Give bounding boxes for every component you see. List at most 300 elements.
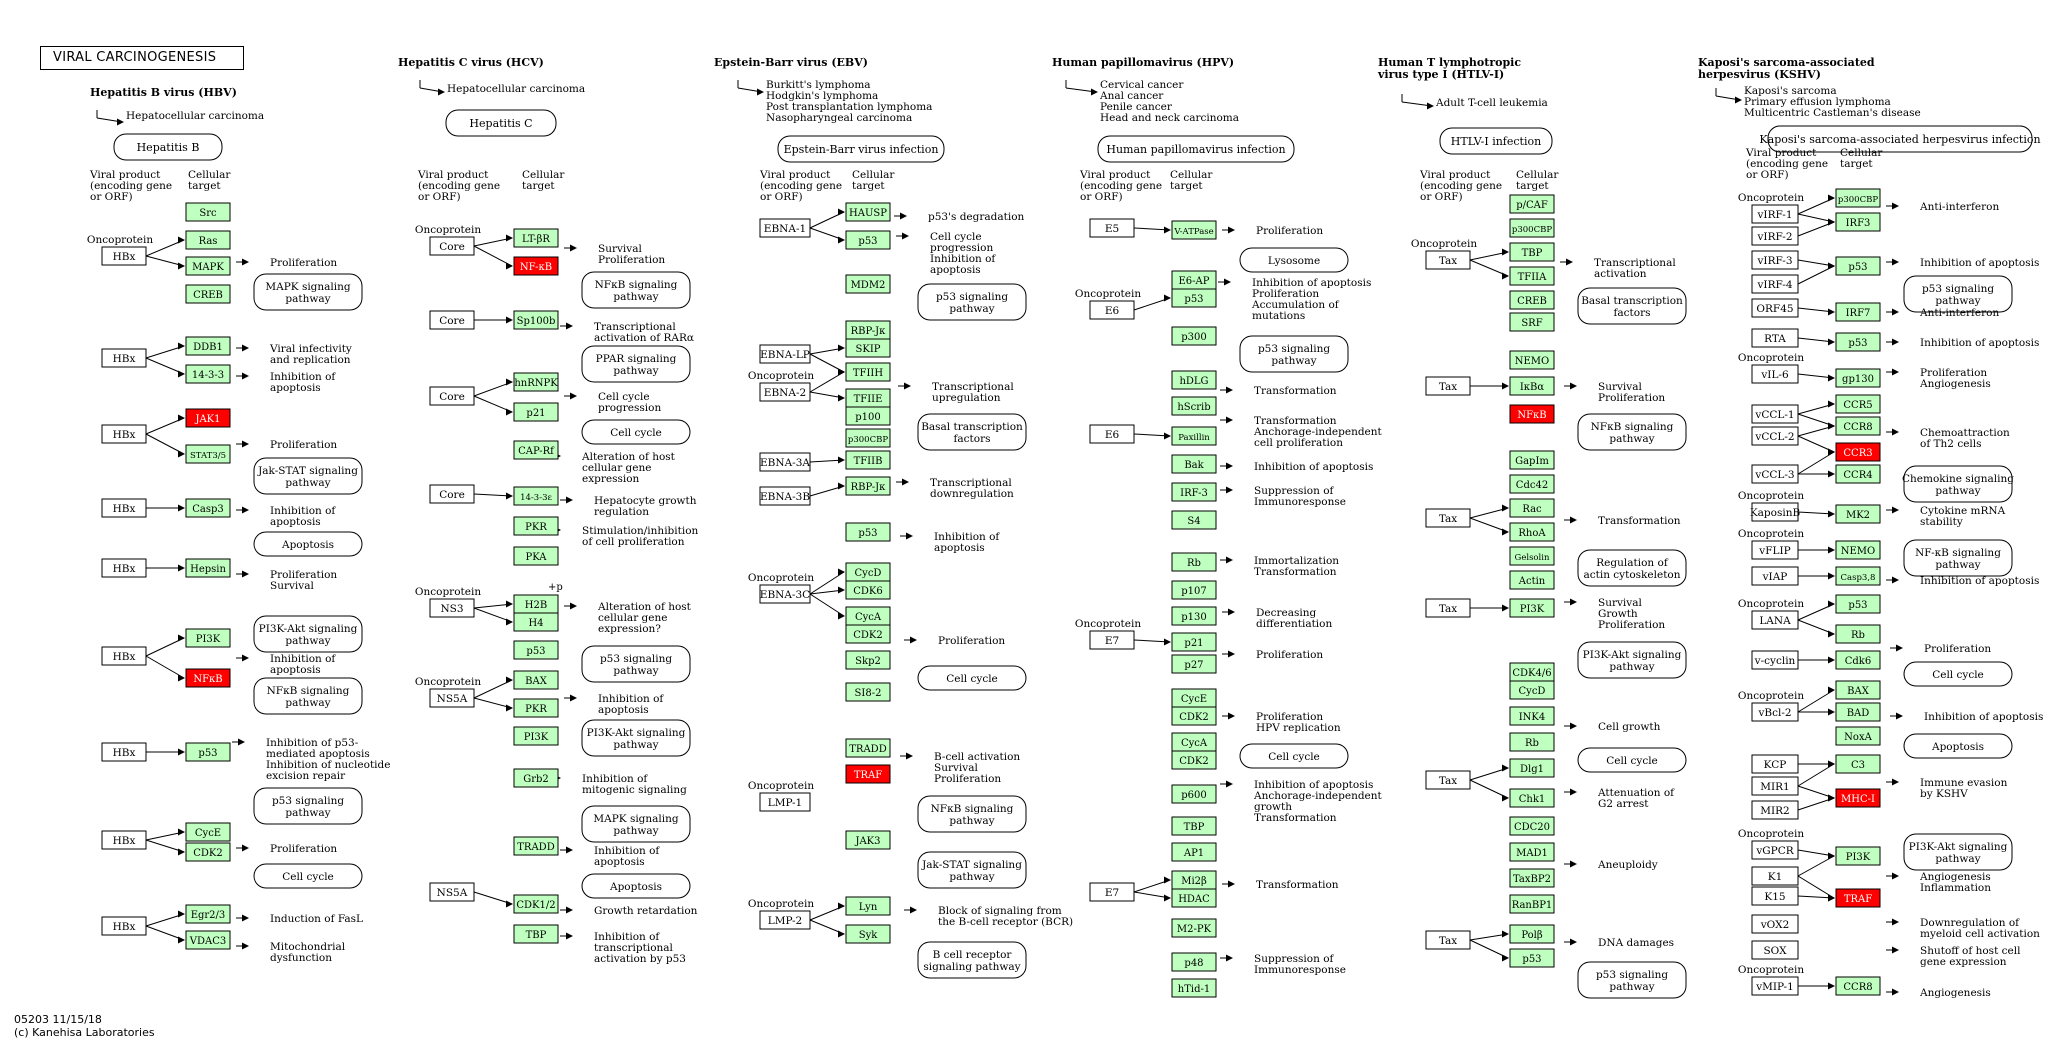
arrow-head — [1502, 249, 1509, 256]
gene-label: MDM2 — [850, 280, 886, 291]
viral-product-label: EBNA-1 — [763, 223, 807, 235]
gene-label: BAX — [1847, 686, 1869, 697]
pathway-label: Jak-STAT signaling — [258, 465, 358, 477]
column-header-viral: (encoding gene — [1080, 180, 1163, 192]
gene-label: TBP — [1521, 248, 1543, 259]
effect-text: Transformation — [1254, 415, 1337, 427]
viral-product-label: Core — [439, 391, 465, 403]
effect-text: transcriptional — [594, 942, 673, 954]
arrow-head — [1896, 713, 1903, 720]
arrow-head — [1228, 651, 1235, 658]
gene-label: Actin — [1518, 576, 1546, 587]
gene-label: Cdc42 — [1515, 480, 1549, 491]
gene-label: PI3K — [1519, 604, 1545, 615]
arrow-head — [1570, 939, 1577, 946]
viral-product-label: HBx — [112, 563, 136, 575]
arrow-head — [242, 655, 249, 662]
gene-label: p130 — [1181, 612, 1207, 623]
column-header-viral: or ORF) — [90, 191, 133, 203]
arrow-head — [906, 753, 913, 760]
arrow-head — [1828, 709, 1835, 716]
gene-label: CCR8 — [1843, 982, 1873, 993]
arrow-head — [1226, 463, 1233, 470]
effect-text: Immunoresponse — [1254, 964, 1346, 976]
gene-label: p300CBP — [1837, 195, 1879, 205]
effect-text: Inhibition of — [594, 931, 660, 943]
arrow-head — [506, 705, 513, 712]
effect-text: Inhibition of apoptosis — [1254, 779, 1374, 791]
arrow-head — [566, 933, 573, 940]
gene-label: 14-3-3 — [191, 370, 225, 381]
pathway-label: actin cytoskeleton — [1583, 569, 1681, 581]
arrow-head — [1570, 599, 1577, 606]
arrow-head — [838, 369, 845, 376]
gene-label: Casp3,8 — [1840, 573, 1876, 583]
arrow-head — [904, 383, 911, 390]
arrow-head — [242, 571, 249, 578]
viral-product-label: MIR2 — [1760, 805, 1790, 817]
viral-product-label: E6 — [1104, 429, 1120, 441]
gene-label: SRF — [1521, 318, 1543, 329]
arrow-head — [1226, 955, 1233, 962]
gene-label: STAT3/5 — [189, 451, 227, 461]
map-id-date: 05203 11/15/18 — [14, 1013, 102, 1026]
column-header-cellular: Cellular — [522, 169, 565, 181]
pathway-label: B cell receptor — [932, 949, 1012, 961]
viral-product-label: EBNA-2 — [763, 387, 807, 399]
gene-label: PKR — [525, 704, 547, 715]
viral-product-label: EBNA-3B — [759, 491, 811, 503]
viral-product-label: HBx — [112, 835, 136, 847]
gene-label: Egr2/3 — [190, 910, 226, 921]
viral-product-label: Tax — [1438, 775, 1458, 787]
arrow-head — [566, 847, 573, 854]
gene-label: IRF3 — [1845, 218, 1871, 229]
effect-text: mediated apoptosis — [266, 748, 370, 760]
gene-label: PI3K — [1845, 852, 1871, 863]
gene-label: RanBP1 — [1511, 900, 1553, 911]
pathway-label: Basal transcription — [1581, 295, 1683, 307]
gene-label: MAPK — [192, 262, 224, 273]
arrow-head — [1502, 273, 1509, 280]
viral-product-label: LMP-1 — [767, 797, 803, 809]
gene-label: p53 — [1184, 294, 1204, 305]
gene-label: VDAC3 — [189, 936, 227, 947]
gene-label: Sp100b — [516, 316, 556, 327]
viral-product-label: vOX2 — [1760, 919, 1790, 931]
effect-text: Proliferation — [938, 635, 1006, 647]
viral-product-label: ORF45 — [1756, 303, 1794, 315]
gene-label: hDLG — [1179, 376, 1209, 387]
section-title: Hepatitis C virus (HCV) — [398, 56, 544, 69]
column-header-cellular: target — [522, 180, 555, 192]
viral-product-label: HBx — [112, 747, 136, 759]
effect-text: Viral infectivity — [270, 343, 352, 355]
viral-product-label: HBx — [112, 503, 136, 515]
arrow-head — [1892, 339, 1899, 346]
disease-label: Kaposi's sarcoma-associated herpesvirus infection — [1759, 133, 2041, 146]
column-header-cellular: target — [1170, 180, 1203, 192]
arrow-head — [1228, 713, 1235, 720]
gene-label: CDK2 — [1179, 712, 1209, 723]
gene-label: BAD — [1846, 708, 1870, 719]
effect-text: Stimulation/inhibition — [582, 525, 699, 537]
column-header-viral: or ORF) — [760, 191, 803, 203]
pathway-label: Cell cycle — [282, 871, 334, 883]
arrow-head — [1828, 573, 1835, 580]
arrow-head — [838, 903, 845, 910]
gene-label: Chk1 — [1518, 794, 1546, 805]
effect-text: Inhibition of p53- — [266, 737, 359, 749]
effect-text: Transformation — [1256, 879, 1339, 891]
pathway-label: pathway — [1935, 485, 1981, 497]
gene-label: CDK1/2 — [516, 900, 556, 911]
pathway-label: Cell cycle — [1932, 669, 1984, 681]
column-header-viral: (encoding gene — [1746, 158, 1829, 170]
viral-product-label: vFLIP — [1759, 545, 1791, 557]
gene-label: p27 — [1184, 660, 1204, 671]
arrow-head — [178, 937, 185, 944]
pathway-label: Cell cycle — [946, 673, 998, 685]
gene-label: HAUSP — [849, 208, 887, 219]
pathway-label: p53 signaling — [271, 795, 345, 807]
gene-label: Syk — [858, 930, 878, 941]
effect-text: the B-cell receptor (BCR) — [938, 916, 1074, 928]
effect-text: Mitochondrial — [270, 941, 346, 953]
cancer-type: Multicentric Castleman's disease — [1744, 107, 1921, 119]
arrow-head — [1828, 219, 1835, 226]
gene-label: Skp2 — [855, 656, 881, 667]
pathway-label: Chemokine signaling — [1901, 473, 2015, 485]
effect-text: Proliferation — [1256, 649, 1324, 661]
viral-product-label: K1 — [1767, 871, 1783, 883]
arrow-head — [1226, 781, 1233, 788]
effect-text: Inhibition of apoptosis — [1920, 575, 2040, 587]
gene-label: p53 — [1848, 338, 1868, 349]
effect-text: Downregulation of — [1920, 917, 2020, 929]
arrow-head — [506, 677, 513, 684]
effect-text: Immunoresponse — [1254, 496, 1346, 508]
effect-text: Induction of FasL — [270, 913, 364, 925]
gene-label: AP1 — [1183, 848, 1205, 859]
arrow-head — [506, 263, 513, 270]
effect-text: downregulation — [930, 488, 1014, 500]
viral-product-label: Tax — [1438, 935, 1458, 947]
column-header-viral: Viral product — [90, 169, 161, 181]
arrow-head — [178, 565, 185, 572]
gene-label: NFκB — [1517, 410, 1547, 421]
cancer-type: Hepatocellular carcinoma — [126, 110, 265, 122]
pathway-label: p53 signaling — [935, 291, 1009, 303]
effect-text: Immune evasion — [1920, 777, 2008, 789]
viral-product-label: KCP — [1763, 759, 1787, 771]
arrow-head — [238, 739, 245, 746]
viral-product-label: SOX — [1763, 945, 1787, 957]
pathway-label: pathway — [1935, 853, 1981, 865]
arrow-head — [1228, 881, 1235, 888]
section-title: Kaposi's sarcoma-associated — [1698, 56, 1875, 69]
edge-line — [1798, 876, 1834, 898]
arrow-head — [1570, 723, 1577, 730]
oncoprotein-label: Oncoprotein — [747, 898, 815, 910]
effect-text: Proliferation — [1252, 288, 1320, 300]
effect-text: Inhibition of nucleotide — [266, 759, 391, 771]
arrow-head — [1892, 947, 1899, 954]
gene-label: NFκB — [193, 674, 223, 685]
gene-label: NF-κB — [519, 262, 553, 273]
edge-line — [810, 594, 844, 616]
viral-product-label: NS5A — [436, 887, 468, 899]
effect-text: Proliferation — [270, 257, 338, 269]
gene-label: INK4 — [1518, 712, 1546, 723]
arrow-head — [1828, 471, 1835, 478]
viral-product-label: Core — [439, 489, 465, 501]
column-header-cellular: target — [1516, 180, 1549, 192]
effect-text: cellular gene — [598, 612, 668, 624]
arrow-head — [1828, 795, 1835, 802]
gene-label: SKIP — [855, 344, 881, 355]
effect-text: Transformation — [1254, 812, 1337, 824]
pathway-label: pathway — [613, 739, 659, 751]
pathway-label: Lysosome — [1267, 255, 1321, 267]
oncoprotein-label: Oncoprotein — [414, 586, 482, 598]
arrow-head — [1502, 605, 1509, 612]
arrow-head — [506, 379, 513, 386]
arrow-head — [1828, 449, 1835, 456]
arrow-head — [1828, 761, 1835, 768]
arrow-head — [1828, 631, 1835, 638]
column-header-cellular: target — [188, 180, 221, 192]
gene-label: SI8-2 — [854, 688, 882, 699]
arrow-head — [1896, 645, 1903, 652]
effect-text: Inhibition of apoptosis — [1254, 461, 1374, 473]
gene-label: p53 — [1848, 600, 1868, 611]
arrow-head — [1570, 383, 1577, 390]
arrow-head — [1828, 423, 1835, 430]
pathway-label: Cell cycle — [610, 427, 662, 439]
viral-product-label: Core — [439, 241, 465, 253]
gene-label: TFIIH — [852, 368, 884, 379]
pathway-label: pathway — [613, 291, 659, 303]
arrow-head — [902, 479, 909, 486]
column-header-viral: Viral product — [760, 169, 831, 181]
effect-text: cellular gene — [582, 462, 652, 474]
pathway-label: Apoptosis — [1931, 741, 1985, 753]
column-header-cellular: Cellular — [1516, 169, 1559, 181]
effect-text: myeloid cell activation — [1920, 928, 2040, 940]
gene-label: CycE — [194, 828, 222, 839]
gene-label: hTid-1 — [1177, 984, 1211, 995]
cancer-type: Burkitt's lymphoma — [766, 79, 871, 91]
pathway-label: factors — [1613, 307, 1651, 319]
arrow-head — [1828, 511, 1835, 518]
pathway-label: NFκB signaling — [1590, 421, 1674, 433]
gene-label: p53 — [198, 748, 218, 759]
pathway-label: pathway — [949, 815, 995, 827]
viral-product-label: vIRF-1 — [1757, 209, 1793, 221]
arrow-head — [242, 373, 249, 380]
effect-text: Proliferation — [934, 773, 1002, 785]
gene-label: p100 — [855, 412, 881, 423]
gene-label: CREB — [1517, 296, 1547, 307]
effect-text: stability — [1920, 516, 1963, 528]
gene-label: TRADD — [517, 842, 555, 853]
gene-label: PKA — [525, 552, 547, 563]
gene-label: CDK2 — [853, 630, 883, 641]
gene-label: p53 — [1848, 262, 1868, 273]
effect-text: Inhibition of — [930, 253, 996, 265]
disease-label: Hepatitis B — [136, 141, 200, 154]
effect-text: Inhibition of — [582, 773, 648, 785]
gene-label: MAD1 — [1516, 848, 1548, 859]
viral-product-label: v-cyclin — [1754, 655, 1796, 667]
arrow-head — [1502, 529, 1509, 536]
cancer-type: Penile cancer — [1100, 101, 1172, 113]
effect-text: Chemoattraction — [1920, 427, 2010, 439]
effect-text: Angiogenesis — [1920, 987, 1991, 999]
oncoprotein-label: Oncoprotein — [1737, 192, 1805, 204]
arrow-head — [570, 603, 577, 610]
gene-label: CCR3 — [1843, 448, 1873, 459]
gene-label: PI3K — [195, 634, 221, 645]
pathway-label: PI3K-Akt signaling — [1582, 649, 1682, 661]
oncoprotein-label: Oncoprotein — [1410, 238, 1478, 250]
gene-label: Rb — [1851, 630, 1865, 641]
arrow-head — [757, 89, 764, 96]
gene-label: HDAC — [1178, 894, 1210, 905]
arrow-head — [1427, 103, 1434, 110]
viral-product-label: NS3 — [440, 603, 464, 615]
viral-product-label: MIR1 — [1760, 781, 1790, 793]
arrow-head — [178, 451, 185, 458]
arrow-head — [242, 507, 249, 514]
oncoprotein-label: Oncoprotein — [86, 234, 154, 246]
arrow-head — [1828, 375, 1835, 382]
gene-label: Casp3 — [192, 504, 224, 515]
viral-product-label: KaposinB — [1749, 507, 1801, 519]
gene-label: Rac — [1522, 504, 1542, 515]
arrow-head — [1892, 577, 1899, 584]
section-title: Hepatitis B virus (HBV) — [90, 86, 237, 99]
effect-text: Transformation — [1254, 566, 1337, 578]
gene-label: gp130 — [1842, 374, 1874, 385]
pathway-label: Apoptosis — [609, 881, 663, 893]
arrow-head — [1226, 417, 1233, 424]
arrow-head — [178, 829, 185, 836]
arrow-head — [1828, 547, 1835, 554]
effect-text: activation by p53 — [594, 953, 686, 965]
oncoprotein-label: Oncoprotein — [414, 676, 482, 688]
arrow-head — [1570, 861, 1577, 868]
effect-text: Proliferation — [1256, 225, 1324, 237]
gene-label: Paxillin — [1178, 433, 1210, 443]
pathway-label: p53 signaling — [599, 653, 673, 665]
gene-label: TFIIE — [853, 394, 883, 405]
pathway-label: PI3K-Akt signaling — [1908, 841, 2008, 853]
section-title: virus type I (HTLV-I) — [1378, 68, 1505, 81]
arrow-head — [1892, 309, 1899, 316]
viral-product-label: Core — [439, 315, 465, 327]
effect-text: Cell cycle — [598, 391, 650, 403]
effect-text: Anchorage-independent — [1254, 790, 1382, 802]
gene-label: Ras — [198, 236, 218, 247]
effect-text: Hepatocyte growth — [594, 495, 697, 507]
gene-label: H2B — [524, 600, 548, 611]
effect-text: progression — [930, 242, 994, 254]
viral-product-label: EBNA-3C — [759, 589, 811, 601]
gene-label: RBP-Jκ — [850, 482, 886, 493]
pathway-label: NFκB signaling — [266, 685, 350, 697]
effect-text: B-cell activation — [934, 751, 1021, 763]
pathway-label: pathway — [1271, 355, 1317, 367]
gene-label: C3 — [1850, 760, 1866, 771]
gene-label: p/CAF — [1516, 200, 1548, 211]
arrow-head — [1502, 383, 1509, 390]
effect-text: Alteration of host — [582, 451, 675, 463]
cancer-type: Cervical cancer — [1100, 79, 1184, 91]
oncoprotein-label: Oncoprotein — [1737, 828, 1805, 840]
arrow-head — [566, 323, 573, 330]
gene-label: E6-AP — [1178, 276, 1210, 287]
cancer-type: Nasopharyngeal carcinoma — [766, 112, 913, 124]
effect-text: Anchorage-independent — [1254, 426, 1382, 438]
arrow-head — [570, 695, 577, 702]
arrow-head — [1228, 609, 1235, 616]
pathway-label: pathway — [285, 807, 331, 819]
gene-label: p48 — [1184, 958, 1204, 969]
gene-label: CDK6 — [853, 586, 883, 597]
arrow-head — [506, 601, 513, 608]
viral-product-label: E7 — [1104, 635, 1120, 647]
viral-product-label: vIRF-2 — [1757, 231, 1793, 243]
effect-text: Inflammation — [1920, 882, 1992, 894]
pathway-label: pathway — [285, 293, 331, 305]
arrow-head — [838, 569, 845, 576]
effect-text: apoptosis — [594, 856, 645, 868]
effect-text: mutations — [1252, 310, 1306, 322]
effect-text: Attenuation of — [1598, 787, 1675, 799]
gene-label: CycD — [1518, 686, 1546, 697]
pathway-label: NFκB signaling — [594, 279, 678, 291]
arrow-head — [1892, 369, 1899, 376]
arrow-head — [838, 345, 845, 352]
viral-product-label: Tax — [1438, 381, 1458, 393]
viral-product-label: E5 — [1104, 223, 1120, 235]
effect-text: Angiogenesis — [1920, 378, 1991, 390]
pathway-label: Regulation of — [1596, 557, 1668, 569]
column-header-viral: Viral product — [418, 169, 489, 181]
arrow-head — [902, 233, 909, 240]
arrow-head — [1502, 955, 1509, 962]
effect-text: apoptosis — [598, 704, 649, 716]
viral-product-label: vIL-6 — [1761, 369, 1789, 381]
effect-text: Proliferation — [1924, 643, 1992, 655]
arrow-head — [506, 901, 513, 908]
gene-label: CycA — [1180, 738, 1208, 749]
arrow-head — [178, 675, 185, 682]
arrow-head — [838, 209, 845, 216]
effect-text: Decreasing — [1256, 607, 1317, 619]
effect-text: Proliferation — [270, 439, 338, 451]
effect-text: growth — [1254, 801, 1293, 813]
arrow-head — [178, 263, 185, 270]
viral-product-label: vIAP — [1762, 571, 1788, 583]
arrow-head — [906, 533, 913, 540]
arrow-head — [1828, 195, 1835, 202]
cancer-type: Hodgkin's lymphoma — [766, 90, 879, 102]
gene-label: p21 — [526, 408, 546, 419]
gene-label: IRF-3 — [1180, 488, 1208, 499]
